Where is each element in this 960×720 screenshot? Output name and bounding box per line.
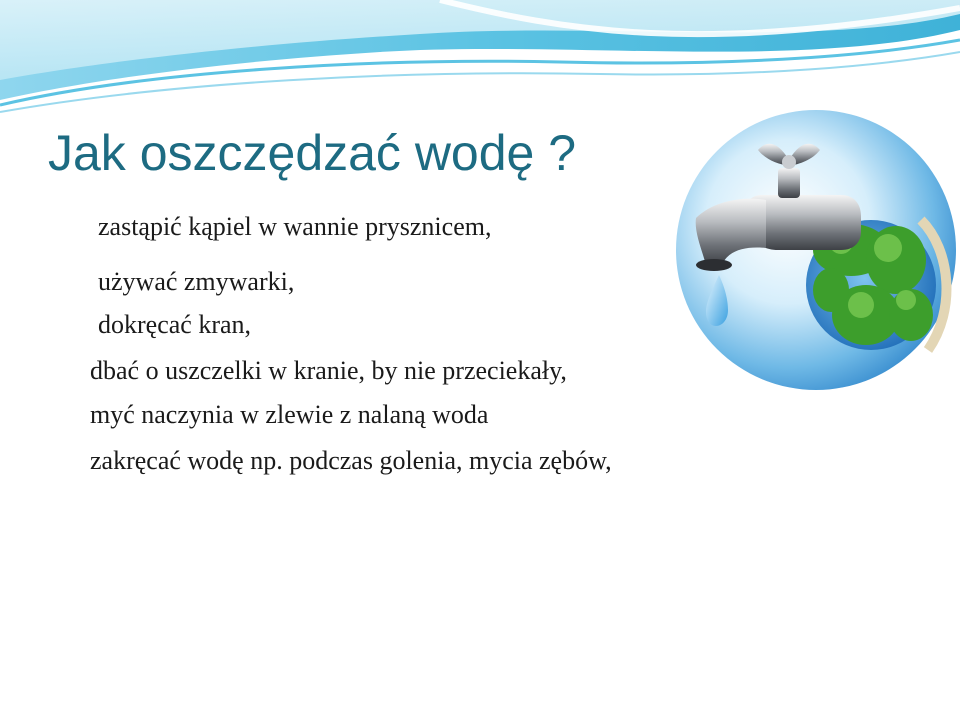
tip-item: dokręcać kran, xyxy=(98,310,252,339)
faucet-earth-icon xyxy=(666,100,956,410)
tip-item: zakręcać wodę np. podczas golenia, mycia zębów, xyxy=(90,446,612,475)
tip-item: dbać o uszczelki w kranie, by nie przeciekały, xyxy=(90,356,567,385)
tip-item: zastąpić kąpiel w wannie prysznicem, xyxy=(98,212,492,241)
slide-title: Jak oszczędzać wodę ? xyxy=(48,125,577,181)
tip-item: myć naczynia w zlewie z nalaną woda xyxy=(90,400,489,429)
header-wave-decoration xyxy=(0,0,960,115)
tip-item: używać zmywarki, xyxy=(98,267,295,296)
